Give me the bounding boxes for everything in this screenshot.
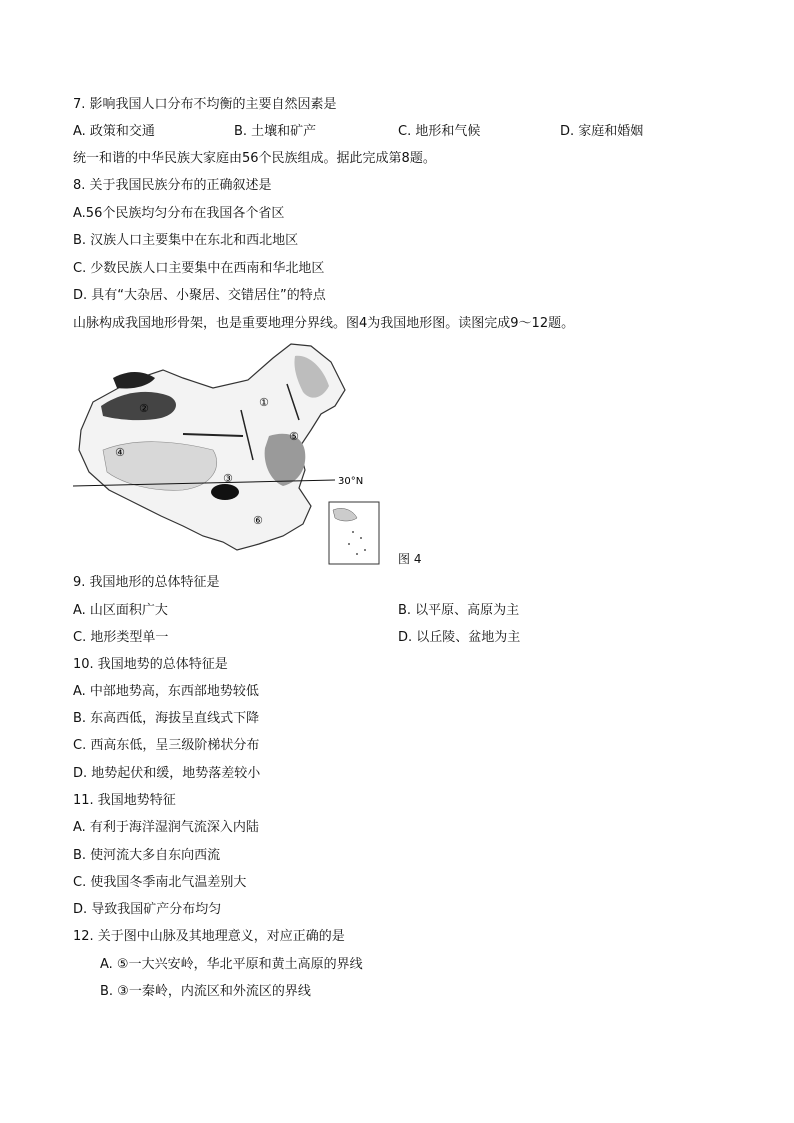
- q9-option-c: C. 地形类型单一: [73, 630, 169, 645]
- q10-option-d: D. 地势起伏和缓，地势落差较小: [73, 766, 261, 781]
- q12-option-a: A. ⑤一大兴安岭，华北平原和黄土高原的界线: [100, 957, 363, 972]
- latitude-label: 30°N: [338, 476, 364, 487]
- q9-option-b: B. 以平原、高原为主: [398, 603, 520, 618]
- marker-5: ⑤: [289, 430, 299, 443]
- q12-stem: 12. 关于图中山脉及其地理意义，对应正确的是: [73, 929, 345, 944]
- sichuan-basin: [211, 484, 239, 500]
- q9-intro: 山脉构成我国地形骨架，也是重要地理分界线。图4为我国地形图。读图完成9～12题。: [73, 316, 575, 331]
- q7-option-d: D. 家庭和婚姻: [560, 124, 644, 139]
- q8-option-a: A.56个民族均匀分布在我国各个省区: [73, 206, 285, 221]
- figure-caption: 图 4: [398, 552, 422, 566]
- q11-option-a: A. 有利于海洋湿润气流深入内陆: [73, 820, 259, 835]
- q7-option-c: C. 地形和气候: [398, 124, 481, 139]
- q10-option-c: C. 西高东低，呈三级阶梯状分布: [73, 738, 260, 753]
- q7-option-a: A. 政策和交通: [73, 124, 155, 139]
- marker-3: ③: [223, 472, 233, 485]
- q11-option-c: C. 使我国冬季南北气温差别大: [73, 875, 247, 890]
- china-topographic-map: [73, 340, 393, 566]
- q10-option-b: B. 东高西低，海拔呈直线式下降: [73, 711, 260, 726]
- q9-option-d: D. 以丘陵、盆地为主: [398, 630, 521, 645]
- q7-option-b: B. 土壤和矿产: [234, 124, 317, 139]
- q8-stem: 8. 关于我国民族分布的正确叙述是: [73, 178, 272, 193]
- marker-2: ②: [139, 402, 149, 415]
- q8-option-d: D. 具有“大杂居、小聚居、交错居住”的特点: [73, 288, 326, 303]
- marker-4: ④: [115, 446, 125, 459]
- q11-stem: 11. 我国地势特征: [73, 793, 176, 808]
- q11-option-d: D. 导致我国矿产分布均匀: [73, 902, 222, 917]
- q8-option-c: C. 少数民族人口主要集中在西南和华北地区: [73, 261, 325, 276]
- q8-intro: 统一和谐的中华民族大家庭由56个民族组成。据此完成第8题。: [73, 151, 436, 166]
- q9-stem: 9. 我国地形的总体特征是: [73, 575, 220, 590]
- q10-option-a: A. 中部地势高，东西部地势较低: [73, 684, 259, 699]
- marker-6: ⑥: [253, 514, 263, 527]
- q10-stem: 10. 我国地势的总体特征是: [73, 657, 228, 672]
- q12-option-b: B. ③一秦岭，内流区和外流区的界线: [100, 984, 311, 999]
- q11-option-b: B. 使河流大多自东向西流: [73, 848, 221, 863]
- q8-option-b: B. 汉族人口主要集中在东北和西北地区: [73, 233, 299, 248]
- q9-option-a: A. 山区面积广大: [73, 603, 168, 618]
- q7-stem: 7. 影响我国人口分布不均衡的主要自然因素是: [73, 97, 337, 112]
- marker-1: ①: [259, 396, 269, 409]
